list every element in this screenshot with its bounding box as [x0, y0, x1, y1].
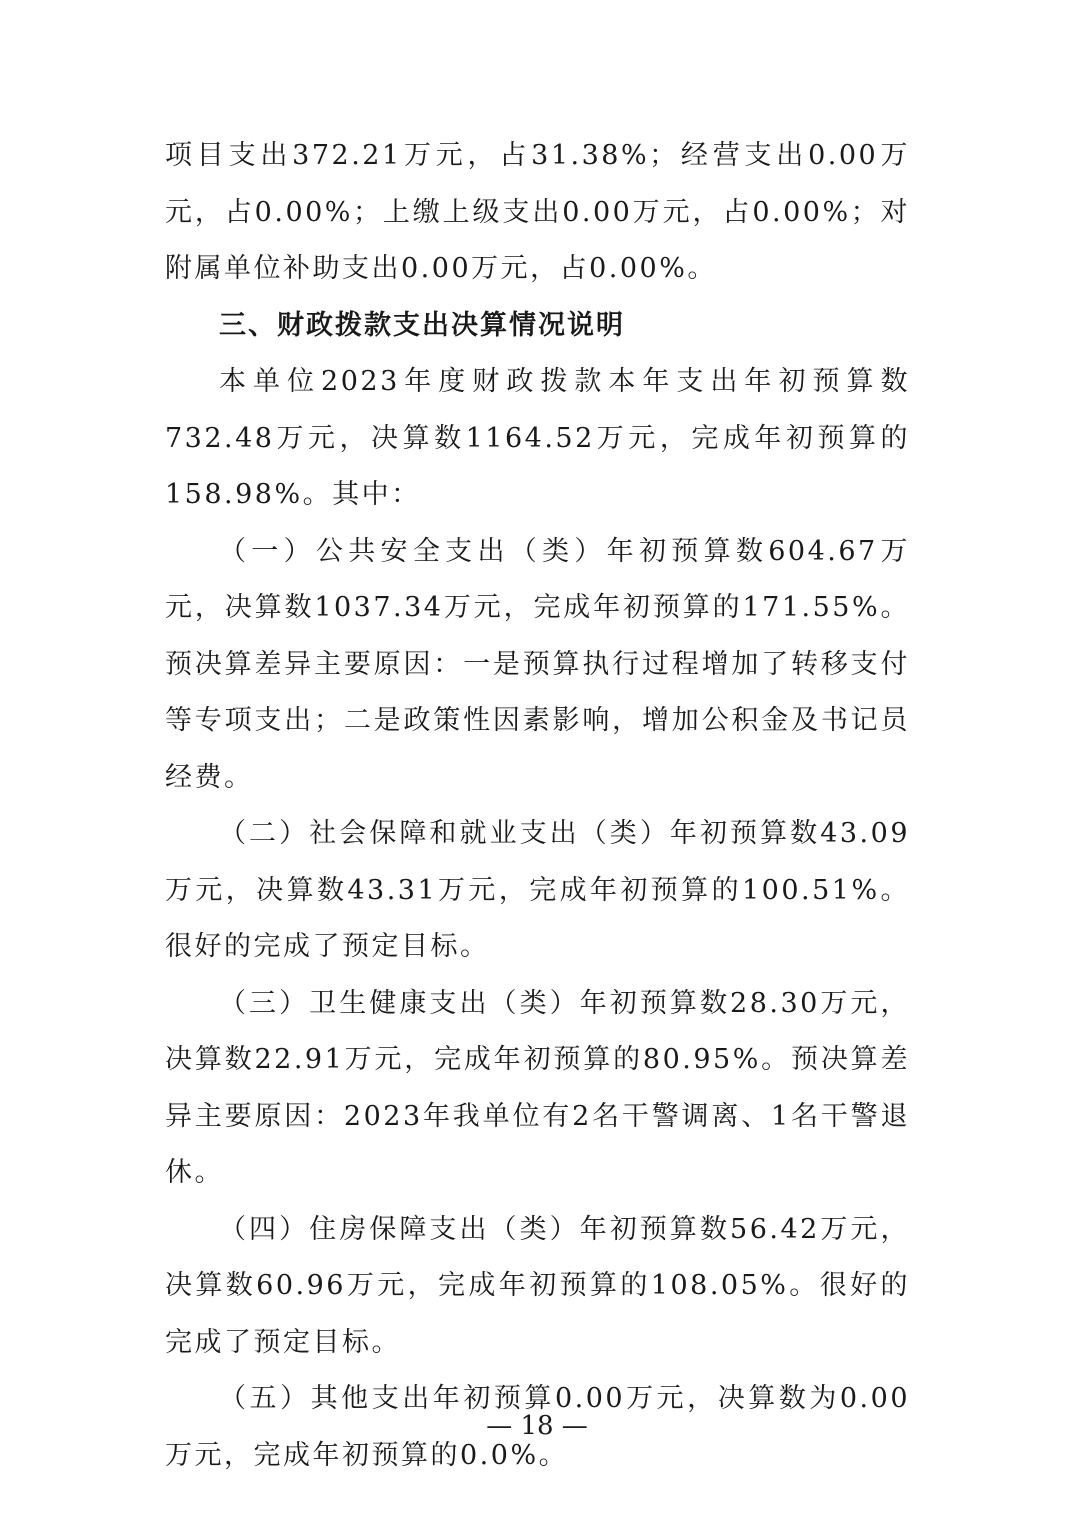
paragraph-public-security: （一）公共安全支出（类）年初预算数604.67万元，决算数1037.34万元，完成年初预算的171.55%。预决算差异主要原因：一是预算执行过程增加了转移支付等专项支出；二是政策性因素影响，增加公积金及书记员经费。 [165, 535, 910, 793]
paragraph-project-expense: 项目支出372.21万元，占31.38%；经营支出0.00万元，占0.00%；上缴上级支出0.00万元，占0.00%；对附属单位补助支出0.00万元，占0.00%。 [165, 140, 910, 284]
paragraph-housing: （四）住房保障支出（类）年初预算数56.42万元，决算数60.96万元，完成年初预算的108.05%。很好的完成了预定目标。 [165, 1213, 910, 1358]
page-number: — 18 — [486, 1411, 588, 1441]
paragraph-other: （五）其他支出年初预算0.00万元，决算数为0.00万元，完成年初预算的0.0%。 [165, 1383, 910, 1471]
paragraph-health: （三）卫生健康支出（类）年初预算数28.30万元，决算数22.91万元，完成年初预算的80.95%。预决算差异主要原因：2023年我单位有2名干警调离、1名干警退休。 [165, 987, 910, 1188]
paragraph-social-security: （二）社会保障和就业支出（类）年初预算数43.09万元，决算数43.31万元，完成年初预算的100.51%。很好的完成了预定目标。 [165, 818, 910, 962]
paragraph-summary: 本单位2023年度财政拨款本年支出年初预算数732.48万元，决算数1164.52万元，完成年初预算的158.98%。其中： [165, 366, 910, 510]
section-heading-fiscal-appropriation: 三、财政拨款支出决算情况说明 [219, 309, 625, 341]
document-body [165, 128, 910, 1484]
